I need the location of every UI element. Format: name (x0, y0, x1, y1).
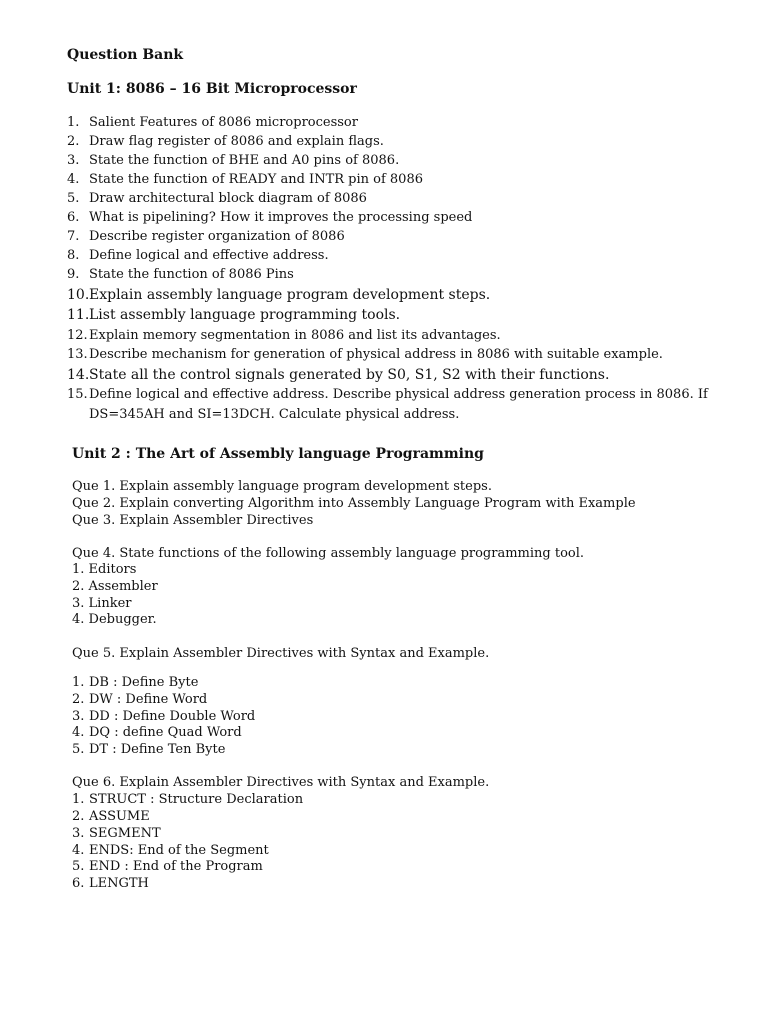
item-text: Describe register organization of 8086 (89, 229, 345, 244)
item-text: END : End of the Program (89, 859, 263, 874)
item-text: What is pipelining? How it improves the processing speed (89, 210, 473, 225)
item-number: 9. (67, 267, 80, 282)
unit1-heading: Unit 1: 8086 – 16 Bit Microprocessor (67, 81, 357, 97)
item-text: STRUCT : Structure Declaration (89, 792, 304, 807)
item-text: Define logical and effective address. Describe physical address generation process in 8086. If (89, 387, 708, 402)
list-item: 3. Linker (72, 596, 132, 611)
item-text: List assembly language programming tools. (89, 307, 401, 323)
item-text: ENDS: End of the Segment (89, 843, 269, 858)
item-text: Explain memory segmentation in 8086 and list its advantages. (89, 328, 501, 343)
item-text: State the function of READY and INTR pin of 8086 (89, 172, 423, 187)
item-text: DB : Define Byte (89, 675, 199, 690)
item-number: 2. (72, 809, 85, 824)
question-4: Que 4. State functions of the following assembly language programming tool. (72, 546, 585, 561)
item-number: 1. (72, 792, 85, 807)
question-3: Que 3. Explain Assembler Directives (72, 513, 314, 528)
document-title: Question Bank (67, 47, 184, 63)
item-text: Salient Features of 8086 microprocessor (89, 115, 358, 130)
item-text: Explain assembly language program development steps. (89, 287, 491, 303)
unit2-heading: Unit 2 : The Art of Assembly language Programming (72, 446, 484, 462)
list-item: 1. Editors (72, 562, 137, 577)
item-number: 3. (67, 153, 80, 168)
item-number: 8. (67, 248, 80, 263)
question-6: Que 6. Explain Assembler Directives with Syntax and Example. (72, 775, 490, 790)
item-text: Describe mechanism for generation of physical address in 8086 with suitable example. (89, 347, 663, 362)
question-5: Que 5. Explain Assembler Directives with Syntax and Example. (72, 646, 490, 661)
list-item: 4. Debugger. (72, 612, 157, 627)
item-text: DW : Define Word (89, 692, 208, 707)
list-item: 2. Assembler (72, 579, 158, 594)
item-number: 12. (67, 328, 88, 343)
item-number: 2. (72, 692, 85, 707)
item-text: LENGTH (89, 876, 149, 891)
question-2: Que 2. Explain converting Algorithm into Assembly Language Program with Example (72, 496, 636, 511)
item-number: 6. (72, 876, 85, 891)
item-number: 10. (67, 287, 90, 303)
item-number: 5. (72, 859, 85, 874)
item-number: 14. (67, 367, 90, 383)
item-number: 1. (72, 675, 85, 690)
item-number: 4. (67, 172, 80, 187)
item-number: 13. (67, 347, 88, 362)
item-text: State all the control signals generated by S0, S1, S2 with their functions. (89, 367, 610, 383)
item-text: Define logical and effective address. (89, 248, 329, 263)
item-text: DD : Define Double Word (89, 709, 256, 724)
item-number: 15. (67, 387, 88, 402)
item-number: 6. (67, 210, 80, 225)
item-number: 2. (67, 134, 80, 149)
item-number: 3. (72, 826, 85, 841)
item-number: 3. (72, 709, 85, 724)
question-1: Que 1. Explain assembly language program development steps. (72, 479, 492, 494)
item-number: 5. (72, 742, 85, 757)
item-text-continuation: DS=345AH and SI=13DCH. Calculate physical address. (89, 407, 460, 422)
item-text: DQ : define Quad Word (89, 725, 242, 740)
item-number: 7. (67, 229, 80, 244)
item-number: 11. (67, 307, 90, 323)
item-number: 4. (72, 843, 85, 858)
item-text: Draw architectural block diagram of 8086 (89, 191, 367, 206)
item-text: Draw flag register of 8086 and explain flags. (89, 134, 384, 149)
item-text: SEGMENT (89, 826, 161, 841)
item-text: State the function of 8086 Pins (89, 267, 294, 282)
item-number: 4. (72, 725, 85, 740)
item-text: State the function of BHE and A0 pins of 8086. (89, 153, 400, 168)
item-number: 1. (67, 115, 80, 130)
item-text: ASSUME (89, 809, 150, 824)
item-number: 5. (67, 191, 80, 206)
item-text: DT : Define Ten Byte (89, 742, 226, 757)
